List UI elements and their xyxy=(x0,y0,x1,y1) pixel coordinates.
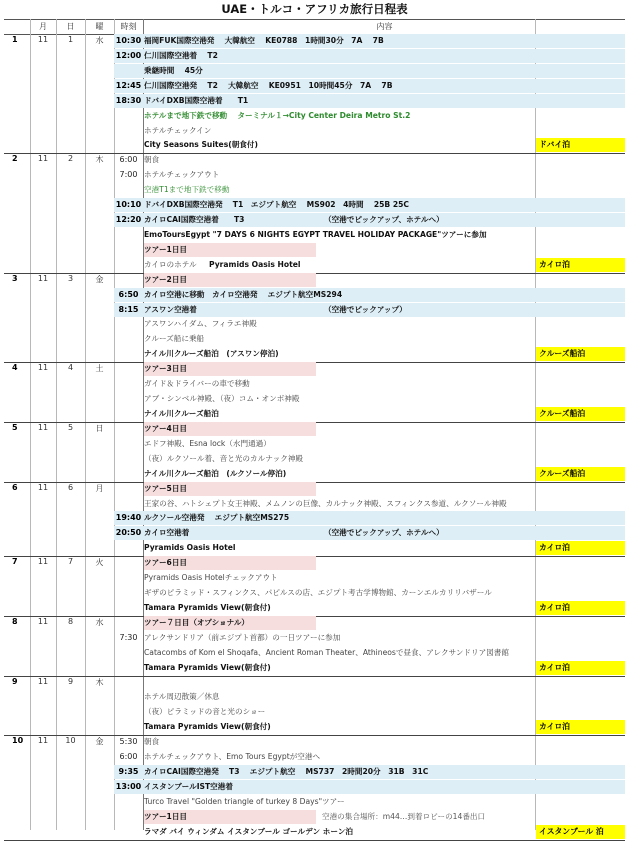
row-text: ツアー6日目 xyxy=(144,558,188,568)
row-text: 朝食 xyxy=(144,737,160,747)
header-content: 内容 xyxy=(376,22,393,31)
table-row xyxy=(4,601,625,615)
row-text: ツアー3日目 xyxy=(144,364,188,374)
header-day: 日 xyxy=(66,22,75,31)
header-month: 月 xyxy=(39,22,47,31)
row-text: イスタンブールIST空港着 xyxy=(144,781,233,791)
table-row xyxy=(4,511,625,525)
row-time: 7:00 xyxy=(119,170,138,180)
table-row xyxy=(4,49,625,63)
day-month: 11 xyxy=(37,676,49,686)
table-row xyxy=(4,497,625,511)
table-row xyxy=(4,467,625,481)
table-row xyxy=(4,153,625,167)
stay-label: カイロ泊 xyxy=(539,543,570,553)
table-row xyxy=(4,183,625,197)
table-row xyxy=(4,780,625,794)
day-weekday: 火 xyxy=(95,558,104,568)
table-row xyxy=(4,332,625,346)
day-date: 2 xyxy=(67,154,74,164)
row-text: ナイル川クルーズ船泊 (ルクソール停泊) xyxy=(144,468,287,478)
table-row xyxy=(4,810,625,824)
row-text: ナイル川クルーズ船泊 (アスワン停泊) xyxy=(144,349,279,359)
table-row xyxy=(4,303,625,317)
table-row xyxy=(4,720,625,734)
day-number: 10 xyxy=(12,736,24,746)
day-weekday: 月 xyxy=(95,483,104,493)
day-weekday: 土 xyxy=(95,364,104,374)
day-number: 6 xyxy=(12,482,18,492)
row-text: ツアー1日目 xyxy=(144,811,188,821)
row-time: 12:20 xyxy=(115,215,142,225)
day-month: 11 xyxy=(37,422,49,432)
row-text: カイロCAI国際空港発 T3 エジプト航空 MS737 2時間20分 31B 31C xyxy=(144,767,429,777)
day-month: 11 xyxy=(37,616,49,626)
row-text: 仁川国際空港着 T2 xyxy=(144,50,218,60)
row-text: ツアー７日目（オプショナル） xyxy=(144,617,250,627)
day-month: 11 xyxy=(37,154,49,164)
table-row xyxy=(4,676,625,690)
row-text: カイロ空港着 xyxy=(144,528,190,538)
table-row xyxy=(4,586,625,600)
row-text: アスワン空港着 xyxy=(144,304,197,314)
stay-label: カイロ泊 xyxy=(539,259,570,269)
table-row xyxy=(4,94,625,108)
table-row xyxy=(4,735,625,749)
table-row xyxy=(4,750,625,764)
row-text: ツアー1日目 xyxy=(144,244,188,254)
row-note: Pyramids Oasis Hotel xyxy=(209,259,301,269)
table-row xyxy=(4,64,625,78)
row-time: 13:00 xyxy=(115,781,142,791)
row-text: ルクソール空港発 エジプト航空MS275 xyxy=(144,513,290,523)
day-block xyxy=(4,422,625,483)
table-row xyxy=(4,646,625,660)
day-weekday: 水 xyxy=(95,617,104,627)
table-row xyxy=(4,452,625,466)
row-text: ドバイDXB国際空港発 T1 エジプト航空 MS902 4時間 25B 25C xyxy=(144,200,409,210)
row-time: 10:10 xyxy=(115,200,142,210)
row-time: 9:35 xyxy=(118,767,139,777)
table-row xyxy=(4,273,625,287)
row-time: 10:30 xyxy=(115,36,142,45)
table-row xyxy=(4,34,625,48)
row-text: カイロCAI国際空港着 T3 xyxy=(144,215,245,225)
row-text: ツアー2日目 xyxy=(144,274,188,284)
page-title: UAE・トルコ・アフリカ旅行日程表 xyxy=(221,2,408,16)
table-row xyxy=(4,288,625,302)
row-text: エドフ神殿、Esna lock（水門通過） xyxy=(144,438,271,448)
stay-label: カイロ泊 xyxy=(539,722,570,732)
row-text: ナイル川クルーズ船泊 xyxy=(144,408,219,418)
row-text: ツアー4日目 xyxy=(144,423,188,433)
row-text: カイロのホテル xyxy=(144,259,197,269)
row-time: 20:50 xyxy=(115,528,142,538)
table-row xyxy=(4,795,625,809)
table-row xyxy=(4,258,625,272)
table-row xyxy=(4,526,625,540)
row-text: アスワンハイダム、フィラエ神殿 xyxy=(144,319,257,329)
table-row xyxy=(4,705,625,719)
row-text: （夜）ピラミッドの音と光のショー xyxy=(144,707,266,717)
table-row xyxy=(4,482,625,496)
day-number: 4 xyxy=(12,363,18,373)
row-text: ホテルチェックイン xyxy=(144,125,212,135)
table-row xyxy=(4,422,625,436)
day-weekday: 木 xyxy=(95,155,104,165)
stay-label: カイロ泊 xyxy=(539,602,570,612)
row-text: Catacombs of Kom el Shoqafa、Ancient Roman Theater、Athineosで昼食、アレクサンドリア図書館 xyxy=(144,647,509,657)
row-text: ホテル周辺散策／休息 xyxy=(144,692,220,702)
day-block xyxy=(4,34,625,154)
row-time: 5:30 xyxy=(119,737,138,747)
table-row xyxy=(4,571,625,585)
table-row xyxy=(4,79,625,93)
day-number: 5 xyxy=(12,422,18,432)
table-header xyxy=(4,19,625,35)
table-row xyxy=(4,317,625,331)
row-text: ツアー5日目 xyxy=(144,483,188,493)
day-weekday: 金 xyxy=(95,737,104,747)
day-date: 8 xyxy=(67,616,74,626)
day-date: 10 xyxy=(65,736,76,746)
row-time: 12:45 xyxy=(115,80,142,90)
table-row xyxy=(4,392,625,406)
table-row xyxy=(4,124,625,138)
table-row xyxy=(4,138,625,152)
row-text: カイロ空港に移動 カイロ空港発 エジプト航空MS294 xyxy=(144,289,343,299)
day-weekday: 木 xyxy=(95,677,104,687)
day-block xyxy=(4,273,625,364)
row-time: 19:40 xyxy=(115,513,142,523)
table-row xyxy=(4,109,625,123)
table-row xyxy=(4,661,625,675)
table-row xyxy=(4,437,625,451)
row-text: 福岡FUK国際空港発 大韓航空 KE0788 1時間30分 7A 7B xyxy=(144,36,384,45)
day-block xyxy=(4,153,625,273)
row-text: 仁川国際空港発 T2 大韓航空 KE0951 10時間45分 7A 7B xyxy=(144,80,393,90)
row-text: ホテルまで地下鉄で移動 ターミナル１→City Center Deira Metro St.2 xyxy=(144,110,411,120)
table-row xyxy=(4,362,625,376)
day-date: 9 xyxy=(67,676,74,686)
day-number: 2 xyxy=(12,154,18,164)
day-month: 11 xyxy=(37,557,49,567)
header-time: 時刻 xyxy=(120,22,137,31)
row-text: ホテルチェックアウト、Emo Tours Egyptが空港へ xyxy=(144,752,321,762)
day-date: 3 xyxy=(67,273,74,283)
row-note: （空港でピックアップ、ホテルへ） xyxy=(324,528,444,538)
row-text: ギザのピラミッド・スフィンクス、パピルスの店、エジプト考古学博物館、カーンエルカリリバザール xyxy=(144,588,492,598)
day-number: 7 xyxy=(12,557,18,567)
row-text: Pyramids Oasis Hotelチェックアウト xyxy=(144,573,278,583)
day-block xyxy=(4,482,625,558)
day-date: 1 xyxy=(67,35,74,44)
row-text: （夜）ルクソール着、音と光のカルナック神殿 xyxy=(144,453,304,463)
row-text: Tamara Pyramids View(朝食付) xyxy=(144,602,271,612)
day-date: 5 xyxy=(67,422,74,432)
stay-label: カイロ泊 xyxy=(539,662,570,672)
stay-label: クルーズ船泊 xyxy=(539,349,586,359)
table-row xyxy=(4,556,625,570)
day-month: 11 xyxy=(37,35,49,44)
row-text: アレクサンドリア（前エジプト首都）の一日ツアーに参加 xyxy=(144,632,341,642)
day-block xyxy=(4,616,625,677)
row-text: Tamara Pyramids View(朝食付) xyxy=(144,662,271,672)
day-block xyxy=(4,676,625,737)
table-row xyxy=(4,377,625,391)
table-row xyxy=(4,765,625,779)
day-weekday: 水 xyxy=(95,36,104,45)
row-text: Turco Travel "Golden triangle of turkey 8 Days"ツアー xyxy=(144,796,345,806)
table-row xyxy=(4,407,625,421)
row-time: 6:00 xyxy=(119,752,138,762)
table-row xyxy=(4,347,625,361)
stay-label: クルーズ船泊 xyxy=(539,468,586,478)
table-row xyxy=(4,213,625,227)
day-month: 11 xyxy=(37,363,49,373)
day-block xyxy=(4,556,625,617)
day-number: 1 xyxy=(12,35,18,44)
table-row xyxy=(4,168,625,182)
row-text: 空港T1まで地下鉄で移動 xyxy=(144,185,230,195)
row-time: 6:50 xyxy=(118,289,139,299)
table-row xyxy=(4,198,625,212)
row-text: ラマダ バイ ウィンダム イスタンブール ゴールデン ホーン泊 xyxy=(144,826,353,836)
row-note: （空港でピックアップ、ホテルへ） xyxy=(324,215,444,225)
day-month: 11 xyxy=(37,273,49,283)
day-weekday: 日 xyxy=(95,423,104,433)
table-row xyxy=(4,690,625,704)
row-text: ガイド＆ドライバーの車で移動 xyxy=(144,379,250,389)
day-block xyxy=(4,735,625,840)
day-block xyxy=(4,362,625,423)
row-text: ドバイDXB国際空港着 T1 xyxy=(144,95,249,105)
row-time: 8:15 xyxy=(118,304,139,314)
row-text: ホテルチェックアウト xyxy=(144,170,220,180)
row-text: 乗継時間 45分 xyxy=(144,65,203,75)
stay-label: クルーズ船泊 xyxy=(539,408,586,418)
day-weekday: 金 xyxy=(95,274,104,284)
row-text: EmoToursEgypt "7 DAYS 6 NIGHTS EGYPT TRAVEL HOLIDAY PACKAGE"ツアーに参加 xyxy=(144,229,487,239)
day-date: 6 xyxy=(67,482,74,492)
day-number: 8 xyxy=(12,616,18,626)
table-row xyxy=(4,541,625,555)
day-month: 11 xyxy=(37,736,49,746)
table-row xyxy=(4,243,625,257)
row-text: 王家の谷、ハトシェプト女王神殿、メムノンの巨像、カルナック神殿、スフィンクス参道、ルクソール神殿 xyxy=(144,498,507,508)
row-text: アブ・シンベル神殿、（夜）コム・オンボ神殿 xyxy=(144,394,300,404)
row-time: 12:00 xyxy=(115,50,142,60)
day-date: 4 xyxy=(67,363,74,373)
row-note: 空港の集合場所：m44…到着ロビーの14番出口 xyxy=(322,811,486,821)
table-row xyxy=(4,631,625,645)
table-row xyxy=(4,616,625,630)
row-time: 7:30 xyxy=(119,632,138,642)
table-row xyxy=(4,228,625,242)
row-note: （空港でピックアップ） xyxy=(324,304,407,314)
row-text: クルーズ船に乗船 xyxy=(144,334,205,344)
day-number: 9 xyxy=(12,676,18,686)
header-weekday: 曜 xyxy=(95,22,104,31)
stay-label: ドバイ泊 xyxy=(539,140,571,150)
day-month: 11 xyxy=(37,482,49,492)
row-text: Tamara Pyramids View(朝食付) xyxy=(144,722,271,732)
row-text: City Seasons Suites(朝食付) xyxy=(144,140,258,150)
row-time: 18:30 xyxy=(115,95,142,105)
row-text: 朝食 xyxy=(144,155,160,165)
row-text: Pyramids Oasis Hotel xyxy=(144,543,236,553)
day-date: 7 xyxy=(67,557,74,567)
day-number: 3 xyxy=(12,273,18,283)
row-time: 6:00 xyxy=(119,155,138,165)
stay-label: イスタンブール 泊 xyxy=(539,826,604,836)
